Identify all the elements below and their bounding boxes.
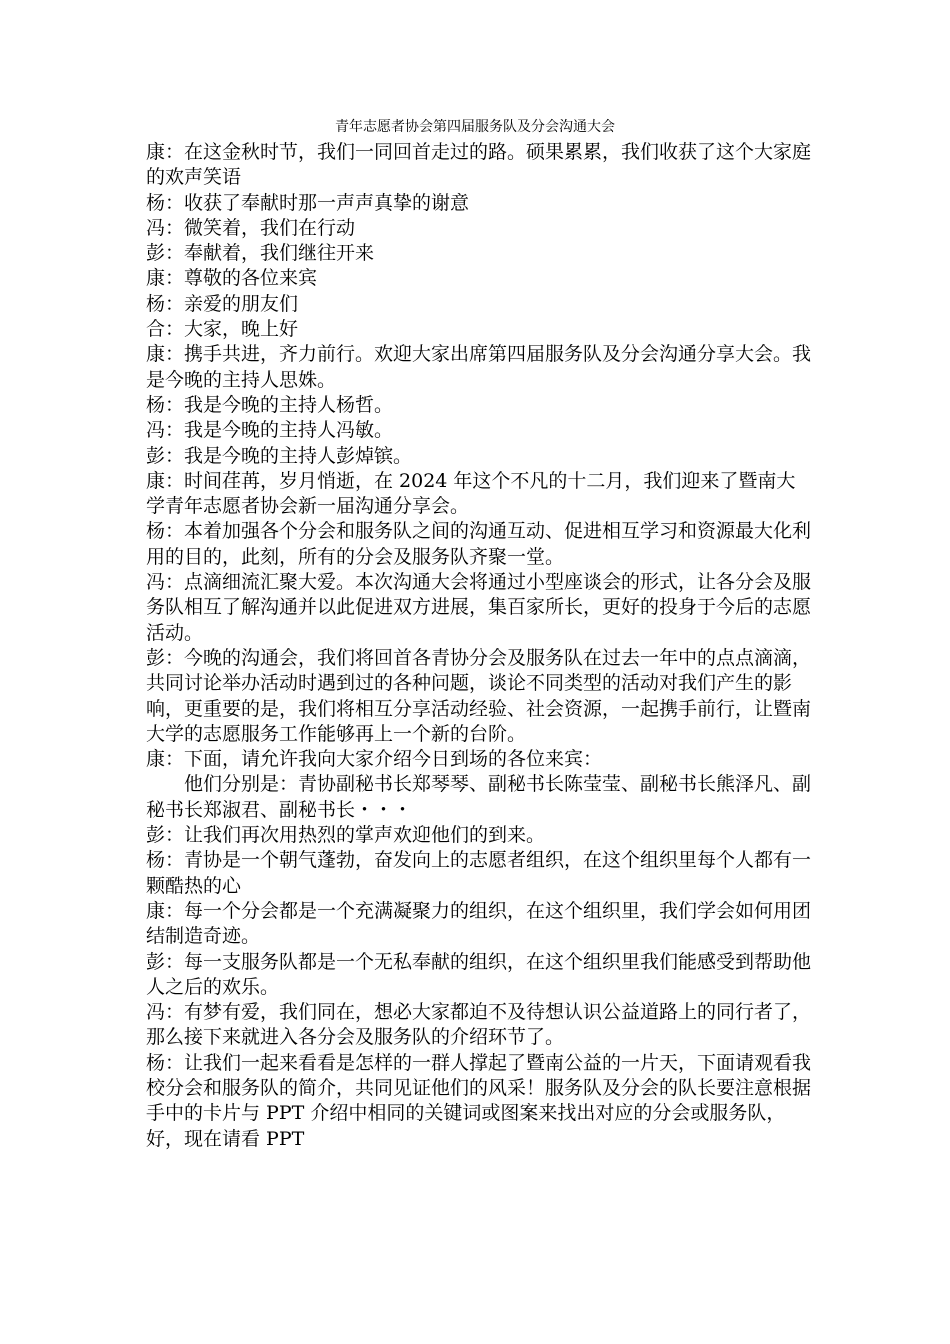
paragraph: 康：携手共进，齐力前行。欢迎大家出席第四届服务队及分会沟通分享大会。我是今晚的主持人思姝。 [146, 343, 812, 391]
paragraph: 杨：本着加强各个分会和服务队之间的沟通互动、促进相互学习和资源最大化利用的目的，此刻，所有的分会及服务队齐聚一堂。 [146, 520, 812, 568]
paragraph: 彭：奉献着，我们继往开来 [146, 242, 375, 265]
paragraph: 杨：让我们一起来看看是怎样的一群人撑起了暨南公益的一片天，下面请观看我校分会和服务队的简介，共同见证他们的风采！服务队及分会的队长要注意根据手中的卡片与 PPT 介绍中相同的关键词或图案来找出对应的分会或服务队，好，现在请看 PPT [146, 1051, 812, 1150]
paragraph: 冯：有梦有爱，我们同在，想必大家都迫不及待想认识公益道路上的同行者了，那么接下来就进入各分会及服务队的介绍环节了。 [146, 1001, 812, 1049]
paragraph: 彭：让我们再次用热烈的掌声欢迎他们的到来。 [146, 824, 546, 847]
paragraph: 杨：青协是一个朝气蓬勃，奋发向上的志愿者组织，在这个组织里每个人都有一颗酷热的心 [146, 849, 812, 897]
paragraph: 彭：我是今晚的主持人彭焯镔。 [146, 444, 413, 467]
paragraph: 康：尊敬的各位来宾 [146, 267, 318, 290]
document-title: 青年志愿者协会第四届服务队及分会沟通大会 [335, 119, 615, 135]
paragraph: 杨：我是今晚的主持人杨哲。 [146, 393, 394, 416]
paragraph: 杨：亲爱的朋友们 [146, 292, 299, 315]
document-body [146, 140, 814, 1152]
paragraph-indented: 他们分别是：青协副秘书长郑琴琴、副秘书长陈莹莹、副秘书长熊泽凡、副秘书长郑淑君、副秘书长・・・ [146, 773, 812, 821]
paragraph: 冯：我是今晚的主持人冯敏。 [146, 419, 394, 442]
paragraph: 冯：点滴细流汇聚大爱。本次沟通大会将通过小型座谈会的形式，让各分会及服务队相互了解沟通并以此促进双方进展，集百家所长，更好的投身于今后的志愿活动。 [146, 571, 812, 644]
paragraph: 彭：每一支服务队都是一个无私奉献的组织，在这个组织里我们能感受到帮助他人之后的欢乐。 [146, 950, 812, 998]
paragraph: 康：在这金秋时节，我们一同回首走过的路。硕果累累，我们收获了这个大家庭的欢声笑语 [146, 141, 812, 189]
paragraph: 彭：今晚的沟通会，我们将回首各青协分会及服务队在过去一年中的点点滴滴，共同讨论举办活动时遇到过的各种问题，谈论不同类型的活动对我们产生的影响，更重要的是，我们将相互分享活动经验、社会资源，一起携手前行，让暨南大学的志愿服务工作能够再上一个新的台阶。 [146, 646, 812, 745]
paragraph: 冯：微笑着，我们在行动 [146, 216, 356, 239]
paragraph: 合：大家，晚上好 [146, 318, 299, 341]
paragraph: 康：每一个分会都是一个充满凝聚力的组织，在这个组织里，我们学会如何用团结制造奇迹。 [146, 899, 812, 948]
paragraph: 杨：收获了奉献时那一声声真挚的谢意 [146, 191, 470, 214]
paragraph: 康：下面，请允许我向大家介绍今日到场的各位来宾： [146, 748, 603, 771]
paragraph: 康：时间荏苒，岁月悄逝，在 2024 年这个不凡的十二月，我们迎来了暨南大学青年志愿者协会新一届沟通分享会。 [146, 469, 796, 518]
